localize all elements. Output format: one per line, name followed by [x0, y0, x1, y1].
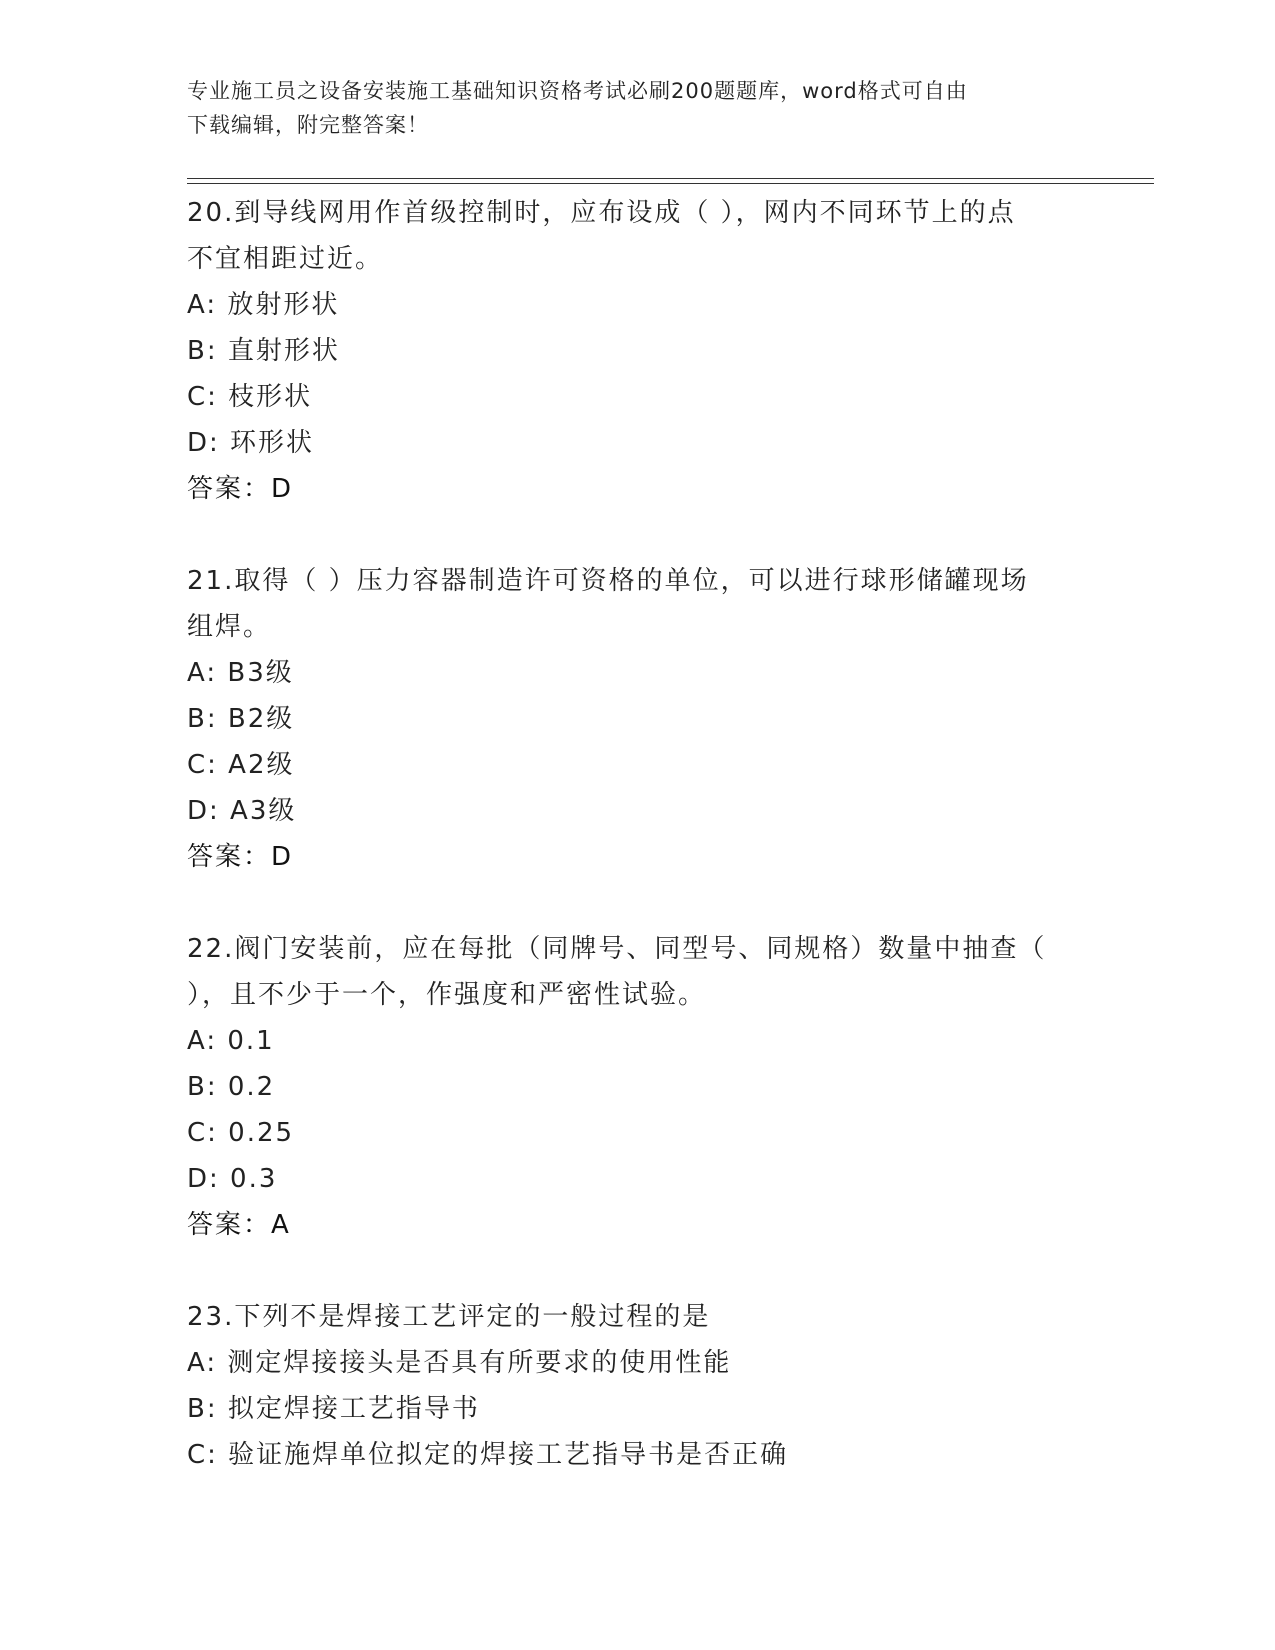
question-text: 21.取得（ ）压力容器制造许可资格的单位，可以进行球形储罐现场 [187, 566, 1029, 596]
question-text-cont: 组焊。 [187, 612, 272, 642]
option-c: C: A2级 [187, 750, 295, 780]
option-a: A: 放射形状 [187, 290, 340, 320]
spacer [187, 880, 1087, 926]
question-text: 22.阀门安装前，应在每批（同牌号、同型号、同规格）数量中抽查（ [187, 934, 1047, 964]
option-a: A: 0.1 [187, 1026, 275, 1056]
option-d: D: A3级 [187, 796, 297, 826]
header-rule-top [187, 178, 1154, 179]
answer: 答案：A [187, 1210, 291, 1240]
question-text-cont: 不宜相距过近。 [187, 244, 384, 274]
option-c: C: 枝形状 [187, 382, 313, 412]
option-b: B: 拟定焊接工艺指导书 [187, 1394, 480, 1424]
question-list [187, 190, 1087, 1478]
option-a: A: B3级 [187, 658, 294, 688]
question-text-cont: ），且不少于一个，作强度和严密性试验。 [187, 980, 707, 1010]
header-rule-bottom [187, 183, 1154, 184]
option-c: C: 0.25 [187, 1118, 295, 1148]
option-b: B: B2级 [187, 704, 295, 734]
document-header [187, 74, 1087, 142]
option-d: D: 0.3 [187, 1164, 278, 1194]
option-b: B: 0.2 [187, 1072, 276, 1102]
option-d: D: 环形状 [187, 428, 315, 458]
question-text: 20.到导线网用作首级控制时，应布设成（ ），网内不同环节上的点 [187, 198, 1016, 228]
header-line-2: 下载编辑，附完整答案！ [187, 113, 429, 137]
question-22 [187, 926, 1087, 1248]
question-21 [187, 558, 1087, 880]
question-20 [187, 190, 1087, 512]
question-text: 23.下列不是焊接工艺评定的一般过程的是 [187, 1302, 711, 1332]
question-23 [187, 1294, 1087, 1478]
option-b: B: 直射形状 [187, 336, 340, 366]
spacer [187, 1248, 1087, 1294]
header-line-1: 专业施工员之设备安装施工基础知识资格考试必刷200题题库，word格式可自由 [187, 79, 968, 103]
option-c: C: 验证施焊单位拟定的焊接工艺指导书是否正确 [187, 1440, 789, 1470]
spacer [187, 512, 1087, 558]
option-a: A: 测定焊接接头是否具有所要求的使用性能 [187, 1348, 732, 1378]
answer: 答案：D [187, 842, 294, 872]
answer: 答案：D [187, 474, 294, 504]
